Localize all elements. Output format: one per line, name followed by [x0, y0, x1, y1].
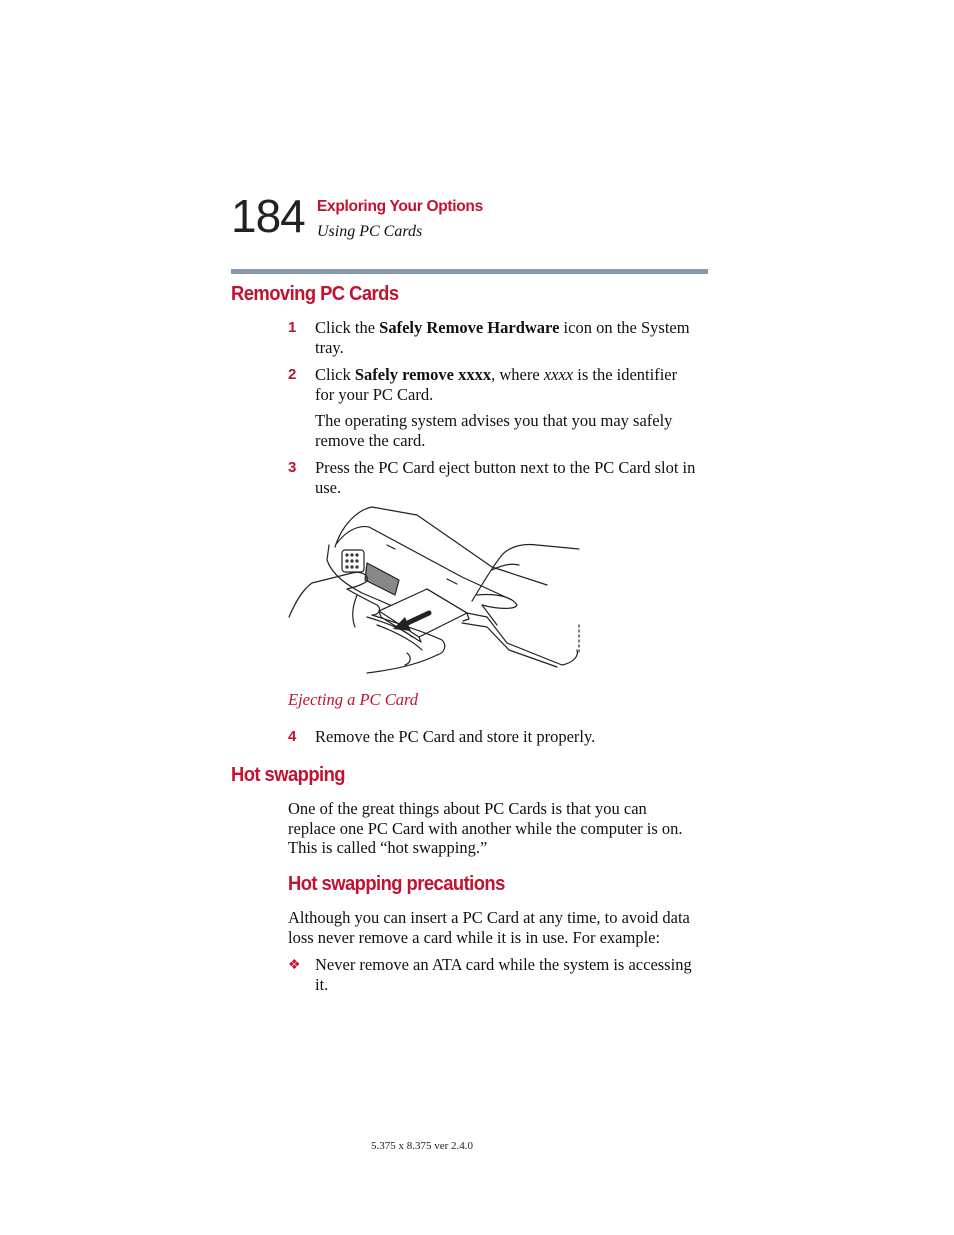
step-1-text: Click the Safely Remove Hardware icon on the System tray.: [315, 318, 690, 357]
bullet-icon: ❖: [288, 958, 301, 973]
hot-swapping-heading: Hot swapping: [231, 764, 345, 786]
section-title: Using PC Cards: [317, 223, 423, 240]
step-2-note: The operating system advises you that you may safely remove the card.: [315, 411, 673, 450]
chapter-title: Exploring Your Options: [317, 198, 483, 215]
step-3-number: 3: [288, 459, 297, 476]
precautions-paragraph: Although you can insert a PC Card at any time, to avoid data loss never remove a card while it is in use. For example:: [288, 908, 690, 947]
header-rule: [231, 269, 708, 274]
precautions-heading: Hot swapping precautions: [288, 873, 505, 895]
figure-caption: Ejecting a PC Card: [288, 690, 419, 709]
removing-heading: Removing PC Cards: [231, 283, 399, 305]
page-number: 184: [231, 190, 305, 242]
step-1-number: 1: [288, 319, 297, 336]
step-2-number: 2: [288, 366, 297, 383]
bullet-text: Never remove an ATA card while the system is accessing it.: [315, 955, 692, 994]
hot-swapping-paragraph: One of the great things about PC Cards is that you can replace one PC Card with another while the computer is on. This is called “hot swapping.”: [288, 799, 683, 857]
step-2-text: Click Safely remove xxxx, where xxxx is the identifier for your PC Card.: [315, 365, 678, 404]
step-4-text: Remove the PC Card and store it properly.: [315, 727, 596, 746]
step-4-number: 4: [288, 728, 297, 745]
footer-version: 5.375 x 8.375 ver 2.4.0: [371, 1140, 474, 1152]
pc-card-eject-illustration: [287, 505, 583, 680]
step-3-text: Press the PC Card eject button next to the PC Card slot in use.: [315, 458, 696, 497]
